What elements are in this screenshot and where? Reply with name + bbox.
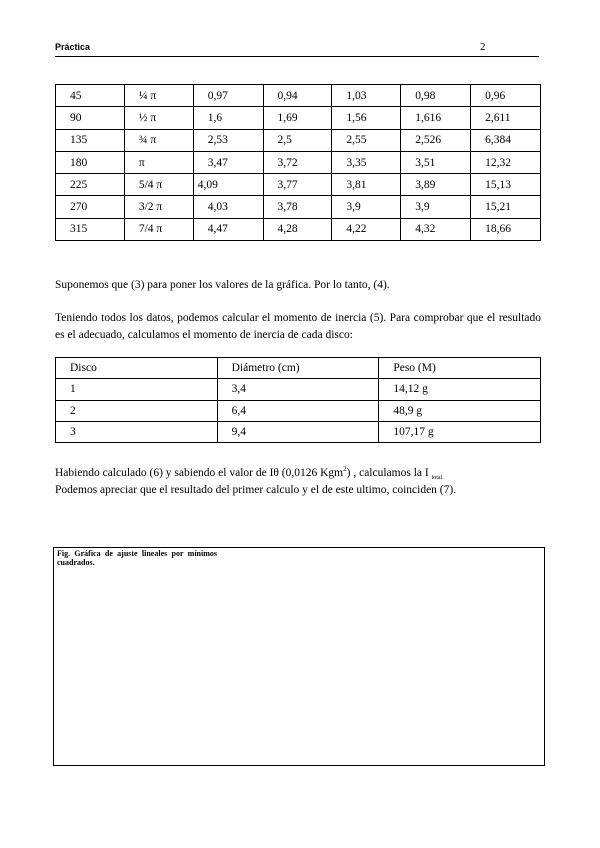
figure-caption: Fig. Gráfica de ajuste lineales por mínimos cuadrados.: [57, 549, 217, 567]
data-table-cell: 4,32: [401, 218, 471, 240]
data-table-cell: 3,89: [401, 174, 471, 196]
data-table-cell: 2,53: [193, 129, 263, 151]
disc-header: Disco: [56, 358, 218, 379]
disc-table-row: [56, 400, 541, 421]
paragraph-inertia: Teniendo todos los datos, podemos calcular el momento de inercia (5). Para comprobar que el resultado es el adecuado, calculamos el momento de inercia de cada disco:: [55, 312, 541, 341]
data-table-cell: π: [124, 151, 193, 173]
header-divider: [55, 56, 539, 57]
disc-table-cell: 3: [56, 421, 218, 442]
data-table-cell: 3,81: [332, 174, 401, 196]
disc-table: [55, 357, 541, 443]
calc-text-end: .: [442, 475, 444, 481]
data-table-cell: 4,03: [193, 196, 263, 218]
paragraph-graph-values: Suponemos que (3) para poner los valores de la gráfica. Por lo tanto, (4).: [55, 279, 390, 291]
data-table-row: [56, 218, 541, 240]
data-table-cell: ¼ π: [124, 85, 193, 107]
data-table-cell: 3,47: [193, 151, 263, 173]
data-table-cell: 4,28: [263, 218, 332, 240]
data-table-cell: 15,21: [471, 196, 541, 218]
data-table-cell: 5/4 π: [124, 174, 193, 196]
disc-table-cell: 6,4: [217, 400, 379, 421]
diameter-header: Diámetro (cm): [217, 358, 379, 379]
data-table-cell: 7/4 π: [124, 218, 193, 240]
data-table-cell: 1,03: [332, 85, 401, 107]
data-table-cell: 15,13: [471, 174, 541, 196]
data-table-cell: 2,55: [332, 129, 401, 151]
data-table-body: [56, 85, 541, 241]
disc-table-cell: 48,9 g: [379, 400, 541, 421]
data-table-cell: 3,72: [263, 151, 332, 173]
data-table-cell: 45: [56, 85, 125, 107]
disc-table-cell: 2: [56, 400, 218, 421]
data-table-cell: 1,56: [332, 107, 401, 129]
data-table-cell: 315: [56, 218, 125, 240]
data-table-row: [56, 196, 541, 218]
data-table-cell: 0,97: [193, 85, 263, 107]
data-table-cell: 1,69: [263, 107, 332, 129]
disc-table-header: [56, 358, 541, 379]
data-table-cell: 0,98: [401, 85, 471, 107]
data-table: [55, 84, 541, 241]
disc-table-row: [56, 421, 541, 442]
data-table-row: [56, 151, 541, 173]
page-number: 2: [480, 41, 486, 53]
data-table-cell: 2,611: [471, 107, 541, 129]
data-table-cell: 3,51: [401, 151, 471, 173]
data-table-cell: 1,616: [401, 107, 471, 129]
data-table-cell: 1,6: [193, 107, 263, 129]
disc-table-row: [56, 379, 541, 400]
data-table-cell: 3,9: [332, 196, 401, 218]
disc-table-cell: 9,4: [217, 421, 379, 442]
disc-table-cell: 14,12 g: [379, 379, 541, 400]
data-table-cell: 180: [56, 151, 125, 173]
data-table-cell: ¾ π: [124, 129, 193, 151]
data-table-cell: 2,5: [263, 129, 332, 151]
disc-table-cell: 107,17 g: [379, 421, 541, 442]
data-table-cell: 4,47: [193, 218, 263, 240]
data-table-cell: 225: [56, 174, 125, 196]
data-table-row: [56, 85, 541, 107]
figure-box: [53, 547, 545, 766]
data-table-cell: 90: [56, 107, 125, 129]
paragraph-conclusion: Podemos apreciar que el resultado del primer calculo y el de este ultimo, coinciden (7).: [55, 484, 457, 496]
data-table-row: [56, 129, 541, 151]
weight-header: Peso (M): [379, 358, 541, 379]
data-table-cell: 3,77: [263, 174, 332, 196]
header-title: Práctica: [55, 42, 91, 52]
data-table-cell: 0,94: [263, 85, 332, 107]
disc-table-cell: 1: [56, 379, 218, 400]
data-table-cell: 6,384: [471, 129, 541, 151]
data-table-cell: 3,78: [263, 196, 332, 218]
calc-text-middle: ) , calculamos la I: [346, 467, 429, 479]
data-table-cell: 135: [56, 129, 125, 151]
data-table-cell: 12,32: [471, 151, 541, 173]
data-table-cell: ½ π: [124, 107, 193, 129]
data-table-cell: 3,35: [332, 151, 401, 173]
data-table-cell: 18,66: [471, 218, 541, 240]
data-table-cell: 3,9: [401, 196, 471, 218]
disc-table-cell: 3,4: [217, 379, 379, 400]
data-table-cell: 4,09: [193, 174, 263, 196]
calc-text-start: Habiendo calculado (6) y sabiendo el valor de Iθ (0,0126 Kgm: [55, 467, 344, 479]
data-table-cell: 2,526: [401, 129, 471, 151]
data-table-cell: 4,22: [332, 218, 401, 240]
data-table-row: [56, 174, 541, 196]
calc-subscript: total: [431, 475, 443, 481]
calc-superscript: 2: [343, 465, 347, 474]
data-table-cell: 270: [56, 196, 125, 218]
data-table-cell: 0,96: [471, 85, 541, 107]
data-table-row: [56, 107, 541, 129]
data-table-cell: 3/2 π: [124, 196, 193, 218]
disc-table-body: [56, 379, 541, 443]
